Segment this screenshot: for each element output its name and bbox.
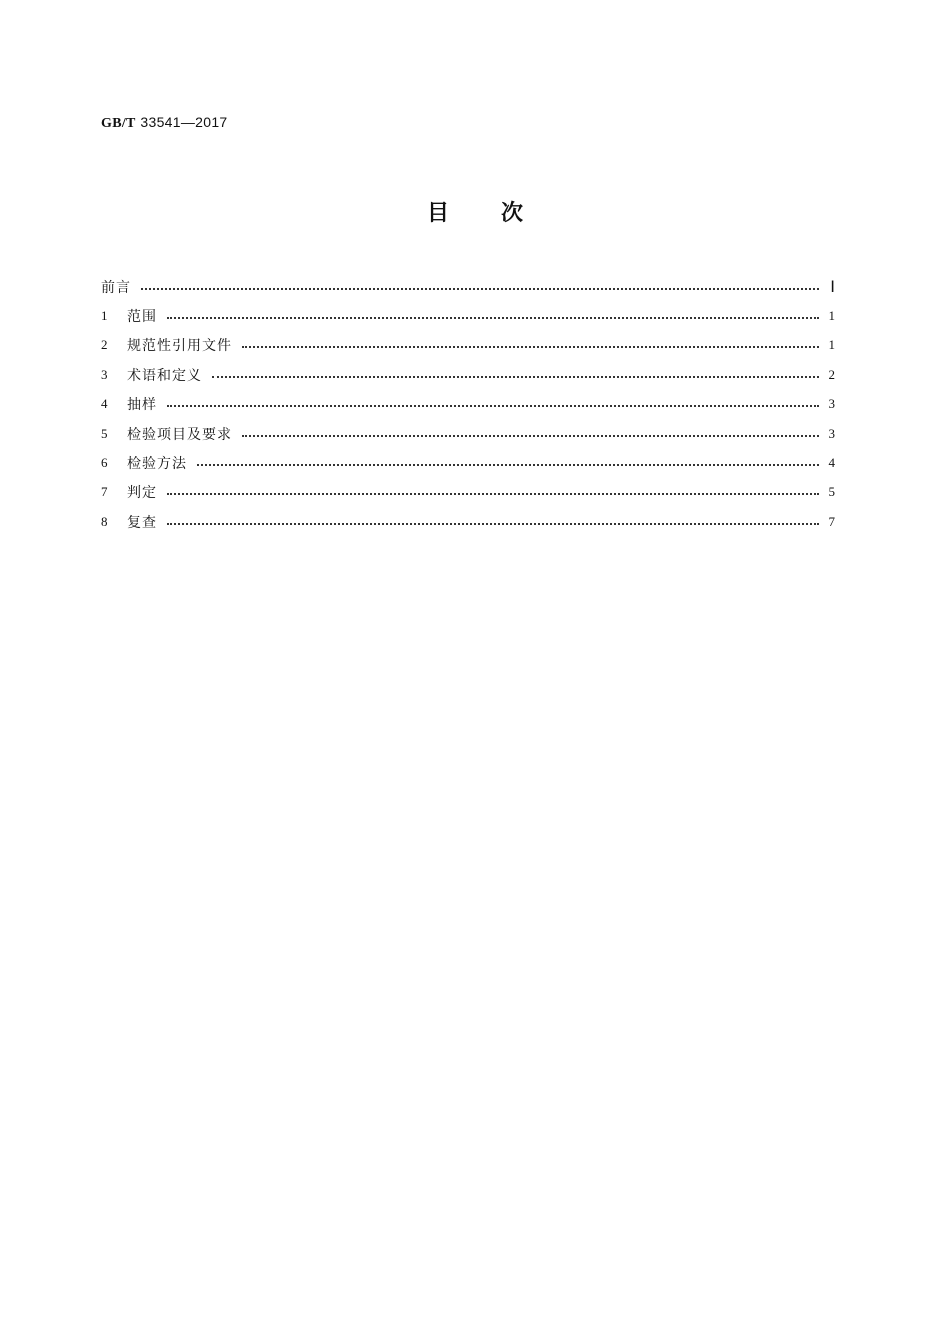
toc-entry-label: 抽样 <box>127 397 157 414</box>
table-of-contents <box>101 272 835 537</box>
standard-number: 33541—2017 <box>140 114 228 130</box>
title-char-2: 次 <box>501 201 524 226</box>
toc-entry-page: 4 <box>828 455 835 471</box>
toc-entry-number: 7 <box>101 484 108 500</box>
dot-leader <box>212 376 819 378</box>
toc-entry-inspection-items[interactable] <box>101 419 835 448</box>
toc-entry-number: 2 <box>101 337 108 353</box>
toc-entry-number: 3 <box>101 366 108 382</box>
dot-leader <box>167 493 819 495</box>
toc-entry-inspection-methods[interactable] <box>101 448 835 477</box>
toc-entry-number: 8 <box>101 513 108 529</box>
toc-entry-label: 规范性引用文件 <box>127 338 232 355</box>
toc-entry-label: 检验方法 <box>127 456 187 473</box>
dot-leader <box>242 435 819 437</box>
toc-entry-number: 6 <box>101 455 108 471</box>
page-title <box>0 196 950 227</box>
toc-entry-number: 5 <box>101 425 108 441</box>
dot-leader <box>167 523 819 525</box>
toc-entry-terms-definitions[interactable] <box>101 360 835 389</box>
toc-entry-judgement[interactable] <box>101 478 835 507</box>
dot-leader <box>197 464 819 466</box>
toc-entry-foreword[interactable] <box>101 272 835 301</box>
toc-entry-page: 3 <box>828 396 835 412</box>
toc-entry-label: 范围 <box>127 309 157 326</box>
toc-entry-page: 3 <box>828 425 835 441</box>
title-char-1: 目 <box>426 201 449 226</box>
toc-entry-sampling[interactable] <box>101 390 835 419</box>
toc-entry-number: 1 <box>101 308 108 324</box>
dot-leader <box>167 317 819 319</box>
toc-entry-number: 4 <box>101 396 108 412</box>
dot-leader <box>242 346 819 348</box>
toc-entry-page: 2 <box>828 366 835 382</box>
toc-entry-normative-references[interactable] <box>101 331 835 360</box>
toc-entry-label: 判定 <box>127 485 157 502</box>
dot-leader <box>167 405 819 407</box>
toc-entry-scope[interactable] <box>101 301 835 330</box>
toc-entry-label: 检验项目及要求 <box>127 426 232 443</box>
toc-entry-page: 1 <box>828 308 835 324</box>
toc-entry-page: 5 <box>828 484 835 500</box>
toc-entry-label: 前言 <box>101 279 131 296</box>
toc-entry-label: 术语和定义 <box>127 367 202 384</box>
toc-entry-page: 7 <box>828 513 835 529</box>
standard-number-header <box>101 114 228 132</box>
dot-leader <box>141 288 819 290</box>
toc-entry-page: 1 <box>828 337 835 353</box>
toc-entry-reinspection[interactable] <box>101 507 835 536</box>
standard-code: GB/T <box>101 116 136 131</box>
toc-entry-label: 复查 <box>127 514 157 531</box>
toc-entry-page: Ⅰ <box>830 278 835 296</box>
